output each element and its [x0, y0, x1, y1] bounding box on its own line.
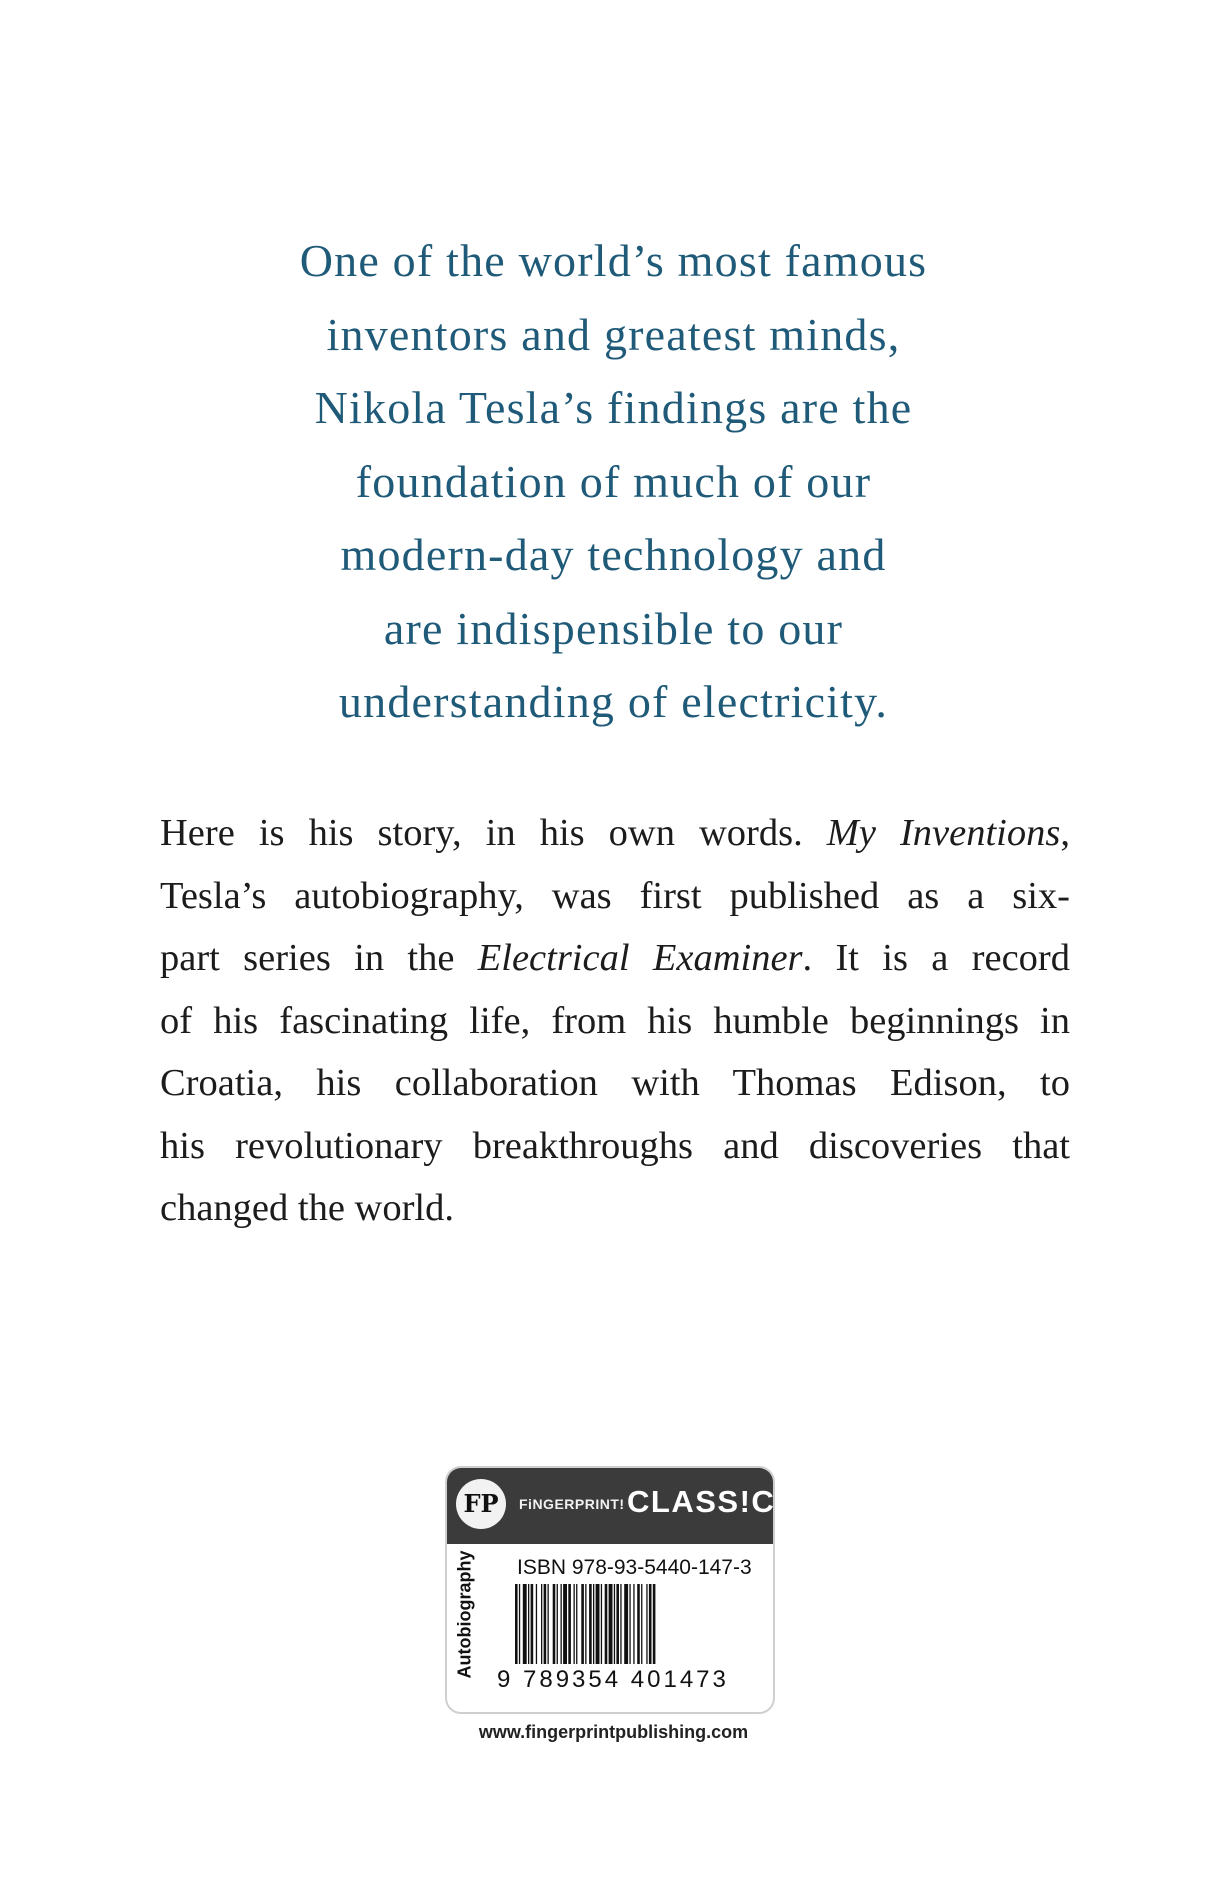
- fp-logo-icon: FP: [456, 1479, 506, 1529]
- barcode-bar: [574, 1584, 575, 1664]
- blurb-line: [160, 802, 1070, 865]
- tagline-line: One of the world’s most famous: [299, 235, 928, 286]
- barcode-bar: [633, 1584, 634, 1664]
- barcode-bar: [519, 1584, 520, 1664]
- series-name: CLASS!CS: [627, 1484, 798, 1519]
- blurb-text: . It is a record: [802, 937, 1070, 979]
- publisher-name: FiNGERPRINT!: [519, 1496, 625, 1512]
- barcode-bar: [593, 1584, 594, 1664]
- barcode-bar: [563, 1584, 567, 1664]
- blurb-line: Croatia, his collaboration with Thomas Edison, to: [160, 1062, 1070, 1104]
- blurb-paragraph: [160, 802, 1070, 1240]
- blurb-text: part series in the: [160, 937, 478, 979]
- barcode-bar: [523, 1584, 527, 1664]
- barcode-bar: [609, 1584, 613, 1664]
- tagline-line: modern-day technology and: [340, 529, 887, 580]
- blurb-text: ,: [1060, 812, 1070, 854]
- barcode-bar: [515, 1584, 518, 1664]
- blurb-line: his revolutionary breakthroughs and discoveries that: [160, 1124, 1070, 1167]
- barcode-bar: [653, 1584, 656, 1664]
- barcode-bar: [528, 1584, 529, 1664]
- barcode-icon: [515, 1584, 763, 1664]
- barcode-bar: [585, 1584, 586, 1664]
- blurb-line: of his fascinating life, from his humble beginnings in: [160, 999, 1070, 1042]
- tagline-line: Nikola Tesla’s findings are the: [314, 382, 913, 433]
- isbn-text: ISBN 978-93-5440-147-3: [517, 1556, 752, 1579]
- barcode-bar: [548, 1584, 549, 1664]
- barcode-digits: 9 789354 401473: [497, 1666, 729, 1693]
- barcode-bar: [541, 1584, 542, 1664]
- brand-bar: [447, 1468, 798, 1544]
- publisher-website: www.fingerprintpublishing.com: [478, 1722, 749, 1742]
- tagline-line: understanding of electricity.: [338, 676, 889, 727]
- barcode-bar: [553, 1584, 556, 1664]
- barcode-bar: [557, 1584, 558, 1664]
- barcode-bar: [596, 1584, 600, 1664]
- barcode-bar: [531, 1584, 534, 1664]
- barcode-bar: [561, 1584, 562, 1664]
- barcode-bar: [581, 1584, 584, 1664]
- blurb-line: Tesla’s autobiography, was first published as a six-: [160, 874, 1070, 917]
- barcode-bar: [649, 1584, 652, 1664]
- barcode-bar: [620, 1584, 621, 1664]
- barcode-bar: [624, 1584, 628, 1664]
- barcode-bar: [544, 1584, 547, 1664]
- publication-title: Electrical Examiner: [477, 937, 803, 979]
- barcode-bar: [646, 1584, 647, 1664]
- blurb-text: Here is his story, in his own words.: [160, 812, 827, 854]
- tagline-line: foundation of much of our: [355, 455, 872, 507]
- barcode-bar: [536, 1584, 537, 1664]
- barcode-bar: [641, 1584, 642, 1664]
- barcode-bar: [616, 1584, 619, 1664]
- tagline: [0, 224, 1227, 739]
- blurb-line: [160, 927, 1070, 990]
- barcode-bar: [568, 1584, 571, 1664]
- barcode-bar: [614, 1584, 615, 1664]
- barcode-bar: [637, 1584, 640, 1664]
- blurb-line: changed the world.: [160, 1187, 454, 1229]
- barcode-bar: [629, 1584, 630, 1664]
- barcode-bar: [576, 1584, 577, 1664]
- barcode-bar: [601, 1584, 602, 1664]
- barcode-bar: [605, 1584, 608, 1664]
- publisher-badge: [445, 1466, 798, 1714]
- genre-label: Autobiography: [454, 1550, 475, 1679]
- barcode-bar: [589, 1584, 592, 1664]
- tagline-line: are indispensible to our: [383, 602, 844, 654]
- book-title: My Inventions: [826, 812, 1061, 854]
- tagline-line: inventors and greatest minds,: [326, 308, 901, 360]
